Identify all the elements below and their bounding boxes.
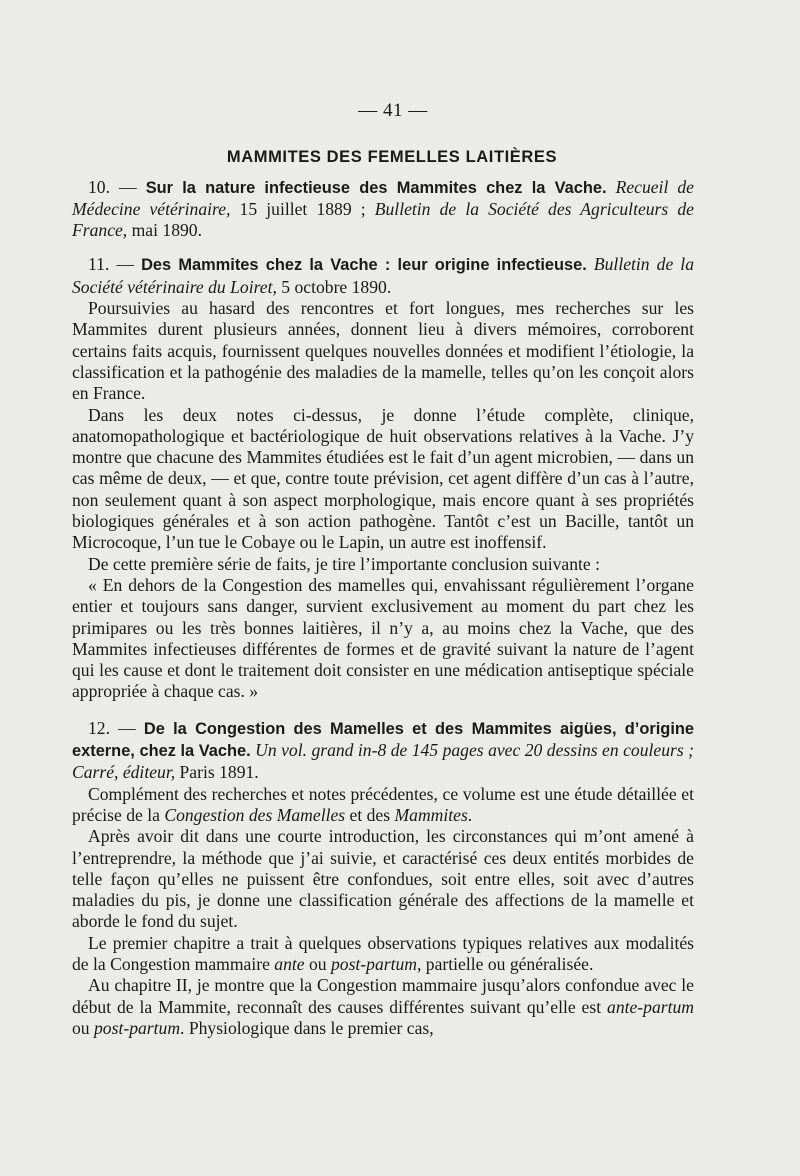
quote-paragraph: « En dehors de la Congestion des mamelles qui, envahissant régulièrement l’organe entier et toujours sans danger, survient exclusivement au moment du part chez les primipares ou les très bonnes laitières, il n’y a, au moins chez la Vache, que des Mammites infectieuses différentes de formes et de gravité suivant la nature de l’agent qui les cause et dont le traitement doit consister en une médication antiseptique spéciale appropriée à chaque cas. » [72, 574, 694, 702]
paragraph: De cette première série de faits, je tire l’importante conclusion suivante : [88, 553, 600, 574]
bibliography-entry-12 [72, 718, 694, 784]
entry-publication: Un vol. grand in-8 de 145 pages avec 20 dessins en couleurs ; Carré, éditeur, [72, 740, 694, 783]
paragraph: Le premier chapitre a trait à quelques observations typiques relatives aux modalités de la Congestion mammaire ante ou post-partum, partielle ou généralisée. [72, 932, 694, 974]
entry-number: 12. — [88, 717, 144, 738]
entry-date: 15 juillet 1889 ; [230, 198, 375, 219]
paragraph: Après avoir dit dans une courte introduction, les circonstances qui m’ont amené à l’entreprendre, la méthode que j’ai suivie, et caractérisé ces deux entités morbides de telle façon qu’elles ne puissent être confondues, soit entre elles, soit avec d’autres maladies du pis, je donne une classification générale des affections de la mamelle et aborde le fond du sujet. [72, 826, 694, 932]
entry-title: De la Congestion des Mamelles et des Mammites aigües, d’origine externe, chez la Vache. [72, 719, 694, 761]
bibliography-entry-11 [72, 254, 694, 298]
entry-date: 5 octobre 1890. [276, 276, 392, 297]
section-heading: MAMMITES DES FEMELLES LAITIÈRES [226, 148, 558, 167]
paragraph: Dans les deux notes ci-dessus, je donne l’étude complète, clinique, anatomopathologique et bactériologique de huit observations relatives à la Vache. J’y montre que chacune des Mammites étudiées est le fait d’un agent microbien, — dans un cas même de deux, — et que, contre toute prévision, cet agent diffère d’un cas à l’autre, non seulement quant à son aspect morphologique, mais encore quant à ses propriétés biologiques générales et à son action pathogène. Tantôt c’est un Bacille, tantôt un Microcoque, l’un tue le Cobaye ou le Lapin, un autre est inoffensif. [72, 404, 694, 553]
paragraph: Poursuivies au hasard des rencontres et fort longues, mes recherches sur les Mammites durent plusieurs années, donnent lieu à divers mémoires, corroborent certains faits acquis, fournissent quelques nouvelles données et modifient l’étiologie, la classification et la pathogénie des maladies de la mamelle, telles qu’on les conçoit alors en France. [72, 298, 694, 404]
entry-date: Paris 1891. [175, 762, 259, 783]
bibliography-entry-10 [72, 177, 694, 242]
entry-title: Sur la nature infectieuse des Mammites chez la Vache. [145, 178, 607, 197]
paragraph: Au chapitre II, je montre que la Congestion mammaire jusqu’alors confondue avec le début de la Mammite, reconnaît des causes différentes suivant qu’elle est ante-partum ou post-partum. Physiologique dans le premier cas, [72, 975, 694, 1038]
entry-journal: Bulletin de la Société des Agriculteurs de France, [72, 198, 694, 241]
page-number: — 41 — [358, 100, 428, 121]
entry-journal: Recueil de Médecine vétérinaire, [72, 176, 694, 219]
entry-date: mai 1890. [127, 220, 202, 241]
entry-number: 11. — [88, 254, 142, 275]
page-body [72, 100, 694, 1039]
entry-journal: Bulletin de la Société vétérinaire du Loiret, [72, 254, 694, 297]
paragraph: Complément des recherches et notes précédentes, ce volume est une étude détaillée et précise de la Congestion des Mamelles et des Mammites. [72, 783, 694, 825]
entry-number: 10. — [88, 176, 146, 197]
entry-title: Des Mammites chez la Vache : leur origine infectieuse. [141, 256, 587, 275]
